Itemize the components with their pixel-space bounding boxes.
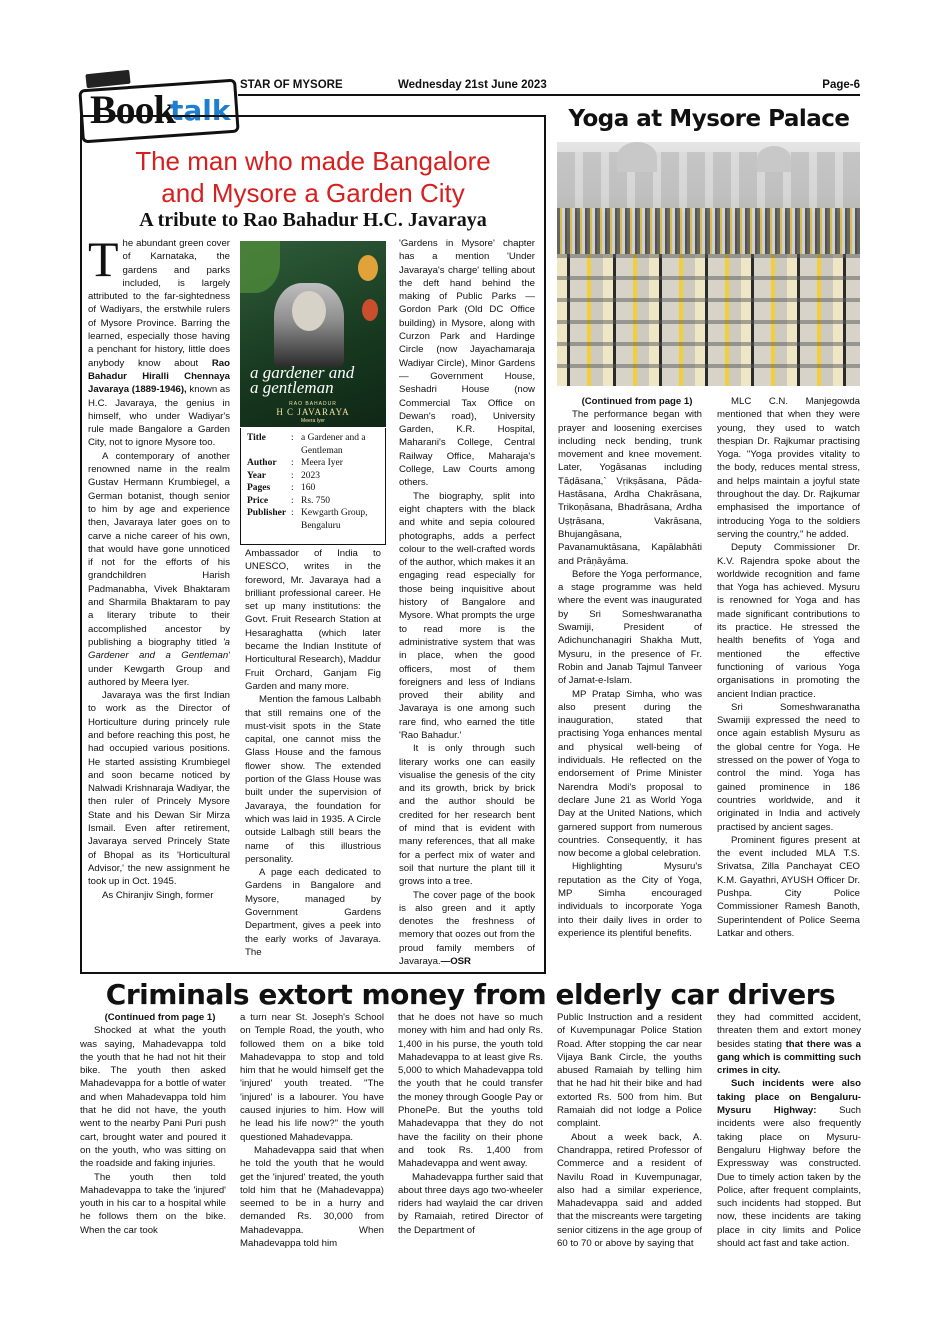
- book-detail-row: [247, 495, 381, 508]
- cover-title: a gardener and a gentleman: [250, 363, 355, 397]
- yoga-column-2: MLC C.N. Manjegowda mentioned that when they were young, they used to watch thespian Dr. Rajkumar practising Yoga. "Yoga provides vitality to the body, reduces mental stress, and helps maintain a joyful state throughout the day. Dr. Rajkumar emphasised the importance of introducing Yoga to the soldiers serving the country," he added. Deputy Commissioner Dr. K.V. Rajendra spoke about the worldwide recognition and fame that Yoga has achieved. Mysuru is renowned for Yoga and has made significant contributions to its practice. He stressed the health benefits of Yoga and mentioned the effective functioning of various Yoga organisations in promoting the ancient Indian practice. Sri Someshwaranatha Swamiji expressed the need to once again establish Mysuru as the global centre for Yoga. He stressed on the power of Yoga to control the mind. Yoga has gained prominence in 186 countries worldwide, and it originated in India and actively practised by ancient sages. Prominent figures present at the event included MLA T.S. Srivatsa, Zilla Panchayat CEO K.M. Gayathri, AYUSH Officer Dr. Pushpa. City Police Commissioner Ramesh Banoth, Superintendent of Police Seema Latkar and others.: [717, 396, 860, 939]
- book-details-table: [247, 432, 381, 532]
- book-detail-label: Pages: [247, 483, 271, 493]
- page-number: Page-6: [822, 79, 860, 91]
- palace-silhouette: [557, 152, 860, 212]
- book-detail-row: [247, 470, 381, 483]
- yoga-photo: [557, 142, 860, 386]
- book-detail-separator: :: [291, 508, 294, 518]
- book-detail-row: [247, 482, 381, 495]
- book-detail-label: Price: [247, 495, 269, 506]
- booktalk-column-3: 'Gardens in Mysore' chapter has a mention 'Under Javaraya's charge' telling about the deft hand behind the making of Public Parks — Gordon Park (Old DC Office building) in Mysore, along with Curzon Park and Hardinge Circle (now Jayachamaraja Wadiyar Circle), Minor Gardens — Government House, Seshadri House (now Commercial Tax Office on Dewan's road), University Garden, K.R. Hospital, Maharani's College, Central Railway Office, Maharaja's College, Law Courts among others. The biography, split into eight chapters with the black and white and sepia coloured photographs, adds a perfect colour to the well-crafted words of the author, which makes it an engaging read especially for those being inquisitive about history of Bangalore and Mysore. What prompts the urge to read more is the administrative system that was in place, when the good officers, most of them foreigners and less of Indians proved their ability and Javaraya is one among such rare find, who earned the title 'Rao Bahadur.' It is only through such literary works one can easily visualise the genesis of the city and its growth, brick by brick and the author should be credited for her research bent of mind that is evident with many references, that all make for a perfect mix of water and soil that nurture the plant till it grows into a tree. The cover page of the book is also green and it aptly denotes the freshness of memory that oozes out from the proud family members of Javaraya.—OSR: [399, 238, 535, 968]
- yoga-continued-label: (Continued from page 1): [581, 396, 693, 407]
- cover-leaf-decoration: [240, 241, 280, 293]
- criminals-column-5: they had committed accident, threaten them and extort money besides stating that there was a gang which is committing such crimes in city. Such incidents were also taking place on Bengaluru-Mysuru Highway: Such incidents were also frequently taking place on Mysuru-Bengaluru Highway before the Expressway was constructed. Due to timely action taken by the Police, after frequent complaints, such incidents had stopped. But now, these incidents are taking place in city limits and Police should act fast and take action.: [717, 1012, 861, 1250]
- booktalk-headline: [84, 145, 542, 209]
- logo-word-book: Book: [90, 87, 175, 132]
- book-detail-value: Rs. 750: [301, 495, 331, 506]
- criminals-column-4: Public Instruction and a resident of Kuvempunagar Police Station Road. After stopping the car near Vijaya Bank Circle, the youths abused Ramaiah by telling him that he had hit their bike and had extorted Rs. 500 from him. But Ramaiah did not lodge a Police complaint. About a week back, A. Chandrappa, retired Professor of Commerce and a resident of Navilu Road in Kuvempunagar, also had a similar experience, Mahadevappa said and added that the miscreants were targeting senior citizens in the age group of 60 to 70 or above by saying that: [557, 1012, 702, 1250]
- cover-author-small: RAO BAHADUR: [289, 401, 337, 407]
- book-detail-label: Publisher: [247, 508, 287, 518]
- issue-date: Wednesday 21st June 2023: [398, 79, 547, 91]
- book-detail-separator: :: [291, 483, 294, 493]
- cover-fruit-decoration-2: [362, 299, 378, 321]
- criminals-headline: Criminals extort money from elderly car drivers: [105, 978, 836, 1011]
- paper-name: STAR OF MYSORE: [240, 79, 343, 91]
- book-cover-image: [240, 241, 386, 427]
- book-detail-value: a Gardener and a Gentleman: [301, 433, 366, 456]
- yoga-headline: Yoga at Mysore Palace: [568, 106, 850, 132]
- book-detail-value: 160: [301, 483, 316, 493]
- book-detail-label: Year: [247, 470, 266, 481]
- book-detail-separator: :: [291, 495, 294, 506]
- criminals-column-1: (Continued from page 1) Shocked at what the youth was saying, Mahadevappa told the youth that he had not hit their bike. The youth then asked Mahadevappa for a bottle of water and when Mahadevappa told him that he did not have, the youth went to the nearby Pani Puri push cart, brought water and poured it on the youth, who was sitting on the roadside and faking injuries. The youth then told Mahadevappa to take the 'injured' youth in his car to a hospital while he follows them on the bike. When the car took: [80, 1012, 226, 1236]
- drop-cap: T: [88, 237, 119, 287]
- criminals-continued-label: (Continued from page 1): [104, 1012, 216, 1023]
- book-detail-row: [247, 432, 381, 457]
- yoga-column-1: (Continued from page 1) The performance began with prayer and loosening exercises including neck bending, trunk movement and knee movement. Later, Yogāsanas including Tāḍāsana,` Vṛikṣāsana, Pāda-Hastāsana, Ardha Chakrāsana, Trikoṇāsana, Bhadrāsana, Ardha Uṣṭrāsana, Vakrāsana, Bhujangāsana, Pavanamuktāsana, Kapālabhāti and Prāṇāyāma. Before the Yoga performance, a stage programme was held where the event was inaugurated by Sri Someshwaranatha Swamiji, President of Adichunchanagiri Shakha Mutt, Mysuru, in the presence of Fr. Robin and Janab Tajmul Tanveer of Jamat-e-Islam. MP Pratap Simha, who was also present during the inauguration, stated that practising Yoga enhances mental and physical well-being of individuals. He reflected on the endorsement of Prime Minister Narendra Modi's proposal to declare June 21 as World Yoga Day at the United Nations, which garnered support from numerous countries. Consequently, it has now become a global celebration. Highlighting Mysuru's reputation as the City of Yoga, MP Simha encouraged individuals to incorporate Yoga into their daily lives in order to experience its plentiful benefits.: [558, 396, 702, 939]
- palace-dome: [617, 142, 657, 172]
- masthead-rule: [238, 94, 860, 96]
- book-detail-label: Author: [247, 458, 277, 468]
- booktalk-subheadline: A tribute to Rao Bahadur H.C. Javaraya: [139, 209, 487, 231]
- headline-line-1: The man who made Bangalore: [135, 146, 491, 176]
- criminals-column-3: that he does not have so much money with him and had only Rs. 1,400 in his purse, the youth told Mahadevappa to at least give Rs. 5,000 to which Mahadevappa told the youth that he could transfer the money through Google Pay or PhonePe. But the youths told Mahadevappa that they do not have the facility on their phone and took Rs. 1,400 from Mahadevappa and went away. Mahadevappa further said that about three days ago two-wheeler riders had waylaid the car driven by Ramaiah, retired Director of the Department of: [398, 1012, 543, 1236]
- book-details-box: [240, 428, 386, 545]
- booktalk-column-2: Ambassador of India to UNESCO, writes in the foreword, Mr. Javaraya had a brilliant professional career. He set up many institutions: the Govt. Fruit Research Station at Hesaraghatta (which later became the Indian Institute of Horticultural Research), Maddur Fruit Orchard, Ganjam Fig Garden and many more. Mention the famous Lalbabh that still remains one of the must-visit spots in the State capital, one cannot miss the Glass House and the famous flower show. The extended portion of the Glass House was built under the supervision of Javaraya, the foundation for which was laid in 1935. A Circle outside Lalbagh still bears the name of this illustrious personality. A page each dedicated to Gardens in Bangalore and Mysore, managed by Government Gardens Department, gives a peek into the early works of Javaraya. The: [245, 548, 381, 958]
- book-detail-value: Kewgarth Group, Bengaluru: [301, 508, 368, 531]
- cover-fruit-decoration: [358, 255, 378, 281]
- yoga-mats-rows: [557, 254, 860, 386]
- cover-byline: Meera Iyer: [301, 418, 325, 424]
- headline-line-2: and Mysore a Garden City: [161, 178, 465, 208]
- cover-author-big: H C JAVARAYA: [276, 407, 350, 417]
- book-detail-value: 2023: [301, 470, 320, 481]
- criminals-column-2: a turn near St. Joseph's School on Temple Road, the youth, who followed them on a bike told Mahadevappa to stop and told him that he would himself get the 'injured' youth treated. "The 'injured' is a labourer. You have caused injuries to him. How will he lead his life now?" the youth questioned Mahadevappa. Mahadevappa said that when he told the youth that he would get the 'injured' treated, the youth told him that he (Mahadevappa) seemed to be in a hurry and demanded Rs. 30,000 from Mahadevappa. When Mahadevappa told him: [240, 1012, 384, 1250]
- crowd-band: [557, 208, 860, 254]
- book-detail-row: [247, 457, 381, 470]
- book-detail-row: [247, 507, 381, 532]
- book-detail-separator: :: [291, 433, 294, 443]
- palace-dome-2: [757, 146, 791, 172]
- booktalk-column-1: The abundant green cover of Karnataka, the gardens and parks included, is largely attributed to the far-sightedness of Wadiyars, the erstwhile rulers of Mysore Province. Barring the learned, especially those having a penchant for history, little does anybody know about Rao Bahadur Hiralli Chennaya Javaraya (1889-1946), known as H.C. Javaraya, the genius in himself, who under Wadiyar's rule made Bangalore a Garden City, not to ignore Mysore too. A contemporary of another renowned name in the realm Gustav Hermann Krumbiegel, a German botanist, though senior to him by age and experience then, Javaraya later goes on to carve a niche career of his own, that would have gone unnoticed if not for the efforts of his grandchildren Harish Padmanabha, Vivek Bhaktaram and Sharmila Bhaktaram to pay a literary tribute to their accomplished ancestor by publishing a biography titled 'a Gardener and a Gentleman' under Kewgarth Group and authored by Meera Iyer. Javaraya was the first Indian to work as the Director of Horticulture during princely rule and before reaching this post, he had occupied various positions. He started assisting Krumbiegel and soon became noticed by Nalwadi Krishnaraja Wadiyar, the then ruler of Princely Mysore State and his Dewan Sir Mirza Ismail. Even after retirement, Javaraya served Princely State of Bhopal as its 'Horticultural Advisor,' the new assignment he took up in Oct. 1945. As Chiranjiv Singh, former: [88, 237, 230, 901]
- logo-word-talk: talk: [170, 94, 231, 127]
- book-detail-separator: :: [291, 470, 294, 481]
- book-detail-value: Meera Iyer: [301, 458, 343, 468]
- book-detail-label: Title: [247, 433, 266, 443]
- book-detail-separator: :: [291, 458, 294, 468]
